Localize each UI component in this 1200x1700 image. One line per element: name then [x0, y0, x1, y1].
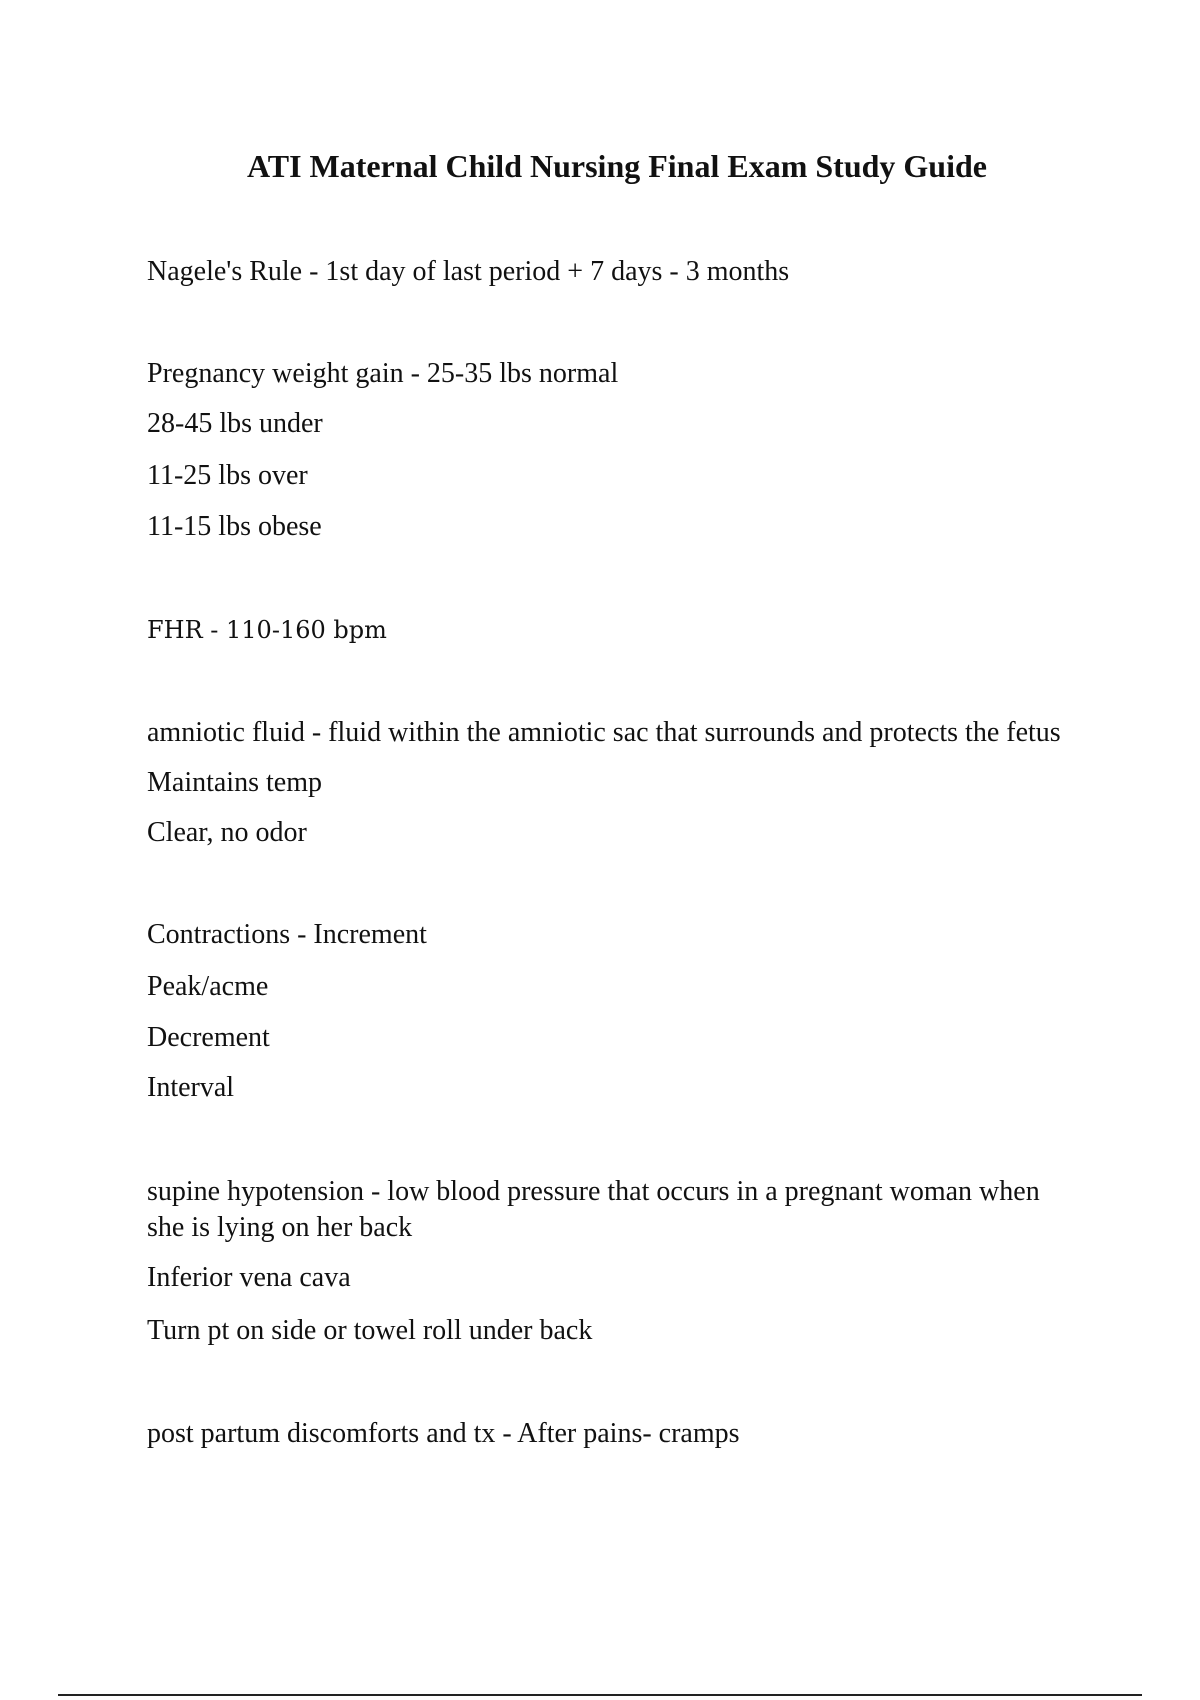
line-decrement: Decrement	[147, 1022, 270, 1053]
line-weight-gain-under: 28-45 lbs under	[147, 408, 323, 439]
line-inferior-vena-cava: Inferior vena cava	[147, 1262, 351, 1293]
line-maintains-temp: Maintains temp	[147, 767, 322, 798]
line-weight-gain-obese: 11-15 lbs obese	[147, 511, 322, 542]
line-amniotic-fluid: amniotic fluid - fluid within the amniotic sac that surrounds and protects the fetus	[147, 717, 1061, 748]
line-supine-hypotension: supine hypotension - low blood pressure that occurs in a pregnant woman when she is lying on her back	[147, 1176, 1040, 1243]
line-nageles-rule: Nagele's Rule - 1st day of last period + 7 days - 3 months	[147, 256, 790, 287]
line-contractions-increment: Contractions - Increment	[147, 919, 427, 950]
line-weight-gain-normal: Pregnancy weight gain - 25-35 lbs normal	[147, 358, 619, 389]
bottom-divider	[58, 1694, 1142, 1696]
line-turn-pt-on-side: Turn pt on side or towel roll under back	[147, 1315, 593, 1346]
line-peak-acme: Peak/acme	[147, 971, 269, 1002]
line-clear-no-odor: Clear, no odor	[147, 817, 307, 848]
line-interval: Interval	[147, 1072, 235, 1103]
line-post-partum-discomforts: post partum discomforts and tx - After pains- cramps	[147, 1418, 740, 1449]
line-fhr: FHR - 110-160 bpm	[147, 616, 387, 644]
document-title: ATI Maternal Child Nursing Final Exam Study Guide	[247, 148, 987, 184]
line-weight-gain-over: 11-25 lbs over	[147, 460, 308, 491]
